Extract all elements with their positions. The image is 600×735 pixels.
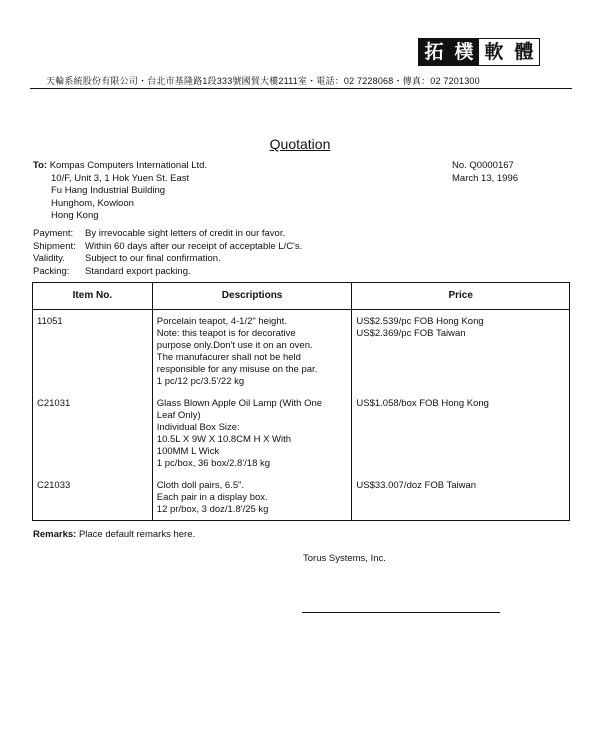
item-price [352, 392, 570, 474]
items-table [32, 282, 570, 521]
item-number: 11051 [33, 310, 153, 393]
logo-char: 樸 [449, 39, 479, 65]
remarks-label: Remarks: [33, 529, 77, 540]
price-line: US$2.369/pc FOB Taiwan [356, 328, 466, 339]
signature-company: Torus Systems, Inc. [303, 553, 386, 564]
logo-char: 軟 [479, 39, 509, 65]
term-label: Payment: [33, 228, 74, 239]
description-line: 10.5L X 9W X 10.8CM H X With [156, 434, 292, 445]
description-line: Each pair in a display box. [156, 492, 268, 503]
remarks-value: Place default remarks here. [78, 529, 196, 540]
quote-meta [452, 160, 518, 185]
column-header: Price [352, 283, 570, 310]
description-line: Glass Blown Apple Oil Lamp (With One [156, 398, 323, 409]
address-line: Hunghom, Kowloon [51, 197, 134, 209]
recipient-block [33, 160, 207, 223]
term-value: By irrevocable sight letters of credit in our favor. [85, 228, 286, 239]
terms-block [33, 228, 302, 278]
address-line: Fu Hang Industrial Building [51, 185, 166, 196]
item-description [152, 392, 352, 474]
description-line: Individual Box Size: [156, 422, 240, 433]
column-header: Descriptions [152, 283, 352, 310]
term-label: Packing: [33, 265, 70, 277]
address-line: 10/F, Unit 3, 1 Hok Yuen St. East [51, 172, 190, 184]
description-line: The manufacurer shall not be held [156, 352, 301, 363]
company-address-line: 天輪系統股份有限公司・台北市基隆路1段333號國貿大樓2111室・電話：02 7228068・傳真：02 7201300 [46, 76, 480, 86]
table-row [33, 474, 570, 521]
item-price [352, 310, 570, 393]
term-value: Subject to our final confirmation. [85, 253, 221, 264]
item-number: C21033 [33, 474, 153, 521]
item-price [352, 474, 570, 521]
header-divider [30, 88, 572, 89]
term-value: Within 60 days after our receipt of acceptable L/C's. [85, 240, 303, 252]
item-description [152, 310, 352, 393]
document-title: Quotation [269, 136, 331, 152]
item-number: C21031 [33, 392, 153, 474]
term-label: Shipment: [33, 240, 76, 252]
table-row [33, 392, 570, 474]
description-line: Note: this teapot is for decorative [156, 328, 296, 339]
description-line: 100MM L Wick [156, 446, 220, 457]
price-line: US$2.539/pc FOB Hong Kong [356, 316, 484, 327]
term-label: Validity. [33, 253, 65, 264]
description-line: responsible for any misuse on the par. [156, 364, 318, 375]
description-line: 1 pc/box, 36 box/2.8'/18 kg [156, 458, 271, 469]
quote-number: No. Q0000167 [452, 160, 514, 171]
quote-date: March 13, 1996 [452, 172, 519, 184]
description-line: Cloth doll pairs, 6.5". [156, 480, 245, 491]
term-value: Standard export packing. [85, 265, 191, 277]
signature-line [302, 612, 500, 613]
to-label: To: [33, 160, 48, 171]
description-line: 1 pc/12 pc/3.5'/22 kg [156, 376, 245, 387]
description-line: Porcelain teapot, 4-1/2" height. [156, 316, 287, 327]
description-line: Leaf Only) [156, 410, 201, 421]
remarks [33, 529, 195, 542]
column-header: Item No. [33, 283, 153, 310]
price-line: US$1.058/box FOB Hong Kong [356, 398, 489, 409]
recipient-name: Kompas Computers International Ltd. [49, 160, 208, 171]
description-line: purpose only.Don't use it on an oven. [156, 340, 313, 351]
table-row [33, 310, 570, 393]
price-line: US$33.007/doz FOB Taiwan [356, 480, 477, 491]
item-description [152, 474, 352, 521]
logo-char: 體 [509, 39, 539, 65]
description-line: 12 pr/box, 3 doz/1.8'/25 kg [156, 504, 269, 515]
company-logo [418, 38, 540, 66]
logo-char: 拓 [419, 39, 449, 65]
table-header-row [33, 283, 570, 310]
address-line: Hong Kong [51, 210, 99, 221]
